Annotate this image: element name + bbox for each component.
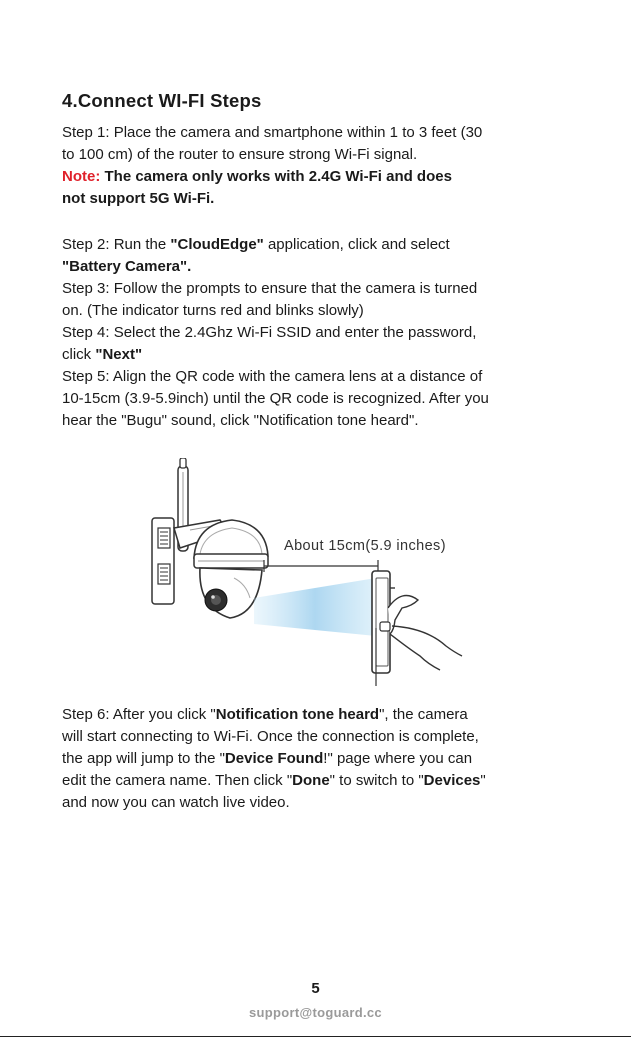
step6-text: Step 6: After you click " xyxy=(62,706,216,723)
step6-text: edit the camera name. Then click " xyxy=(62,772,293,789)
notification-tone-label: Notification tone heard xyxy=(215,706,380,723)
note-text: The camera only works with 2.4G Wi-Fi and does xyxy=(100,168,452,185)
step6-line5: and now you can watch live video. xyxy=(62,794,290,811)
step4-click: click xyxy=(62,346,96,363)
steps-main xyxy=(62,234,592,432)
step6-text: the app will jump to the " xyxy=(62,750,225,767)
devices-label: Devices xyxy=(423,772,481,789)
step6-text: !" page where you can xyxy=(323,750,473,767)
step4-line1: Step 4: Select the 2.4Ghz Wi-Fi SSID and enter the password, xyxy=(62,324,477,341)
step4-line2 xyxy=(62,344,592,366)
step1-line1: Step 1: Place the camera and smartphone within 1 to 3 feet (30 xyxy=(62,124,483,141)
step5-line1: Step 5: Align the QR code with the camera lens at a distance of xyxy=(62,368,483,385)
step6-text: " to switch to " xyxy=(329,772,424,789)
page-number: 5 xyxy=(311,980,320,997)
distance-caption: About 15cm(5.9 inches) xyxy=(284,538,446,554)
battery-camera-selection: "Battery Camera". xyxy=(62,258,192,275)
app-name: "CloudEdge" xyxy=(170,236,264,253)
step3-line2: on. (The indicator turns red and blinks slowly) xyxy=(62,302,364,319)
done-label: Done xyxy=(292,772,330,789)
step3-line1: Step 3: Follow the prompts to ensure that the camera is turned xyxy=(62,280,478,297)
step6-text: " xyxy=(480,772,486,789)
step6-line3 xyxy=(62,748,592,770)
note-line1 xyxy=(62,166,592,188)
note-label: Note: xyxy=(62,168,101,185)
step5-line3: hear the "Bugu" sound, click "Notification tone heard". xyxy=(62,412,419,429)
step6-line2: will start connecting to Wi-Fi. Once the connection is complete, xyxy=(62,728,479,745)
scan-beam xyxy=(254,578,376,636)
step2-line1 xyxy=(62,234,592,256)
step6-block xyxy=(62,704,592,814)
step6-text: ", the camera xyxy=(379,706,468,723)
step6-line1 xyxy=(62,704,592,726)
steps-intro xyxy=(62,122,592,210)
camera-qr-illustration xyxy=(150,458,490,693)
support-email: support@toguard.cc xyxy=(249,1005,382,1020)
step5-line2: 10-15cm (3.9-5.9inch) until the QR code is recognized. After you xyxy=(62,390,489,407)
distance-marker xyxy=(264,560,378,572)
bottom-divider xyxy=(0,1036,631,1037)
step2-suffix: application, click and select xyxy=(263,236,450,253)
step6-line4 xyxy=(62,770,592,792)
step1-line2: to 100 cm) of the router to ensure strong Wi-Fi signal. xyxy=(62,146,418,163)
step2-prefix: Step 2: Run the xyxy=(62,236,171,253)
note-line2: not support 5G Wi-Fi. xyxy=(62,190,215,207)
device-found-label: Device Found xyxy=(224,750,324,767)
next-label: "Next" xyxy=(95,346,143,363)
section-heading: 4.Connect WI-FI Steps xyxy=(62,90,262,111)
